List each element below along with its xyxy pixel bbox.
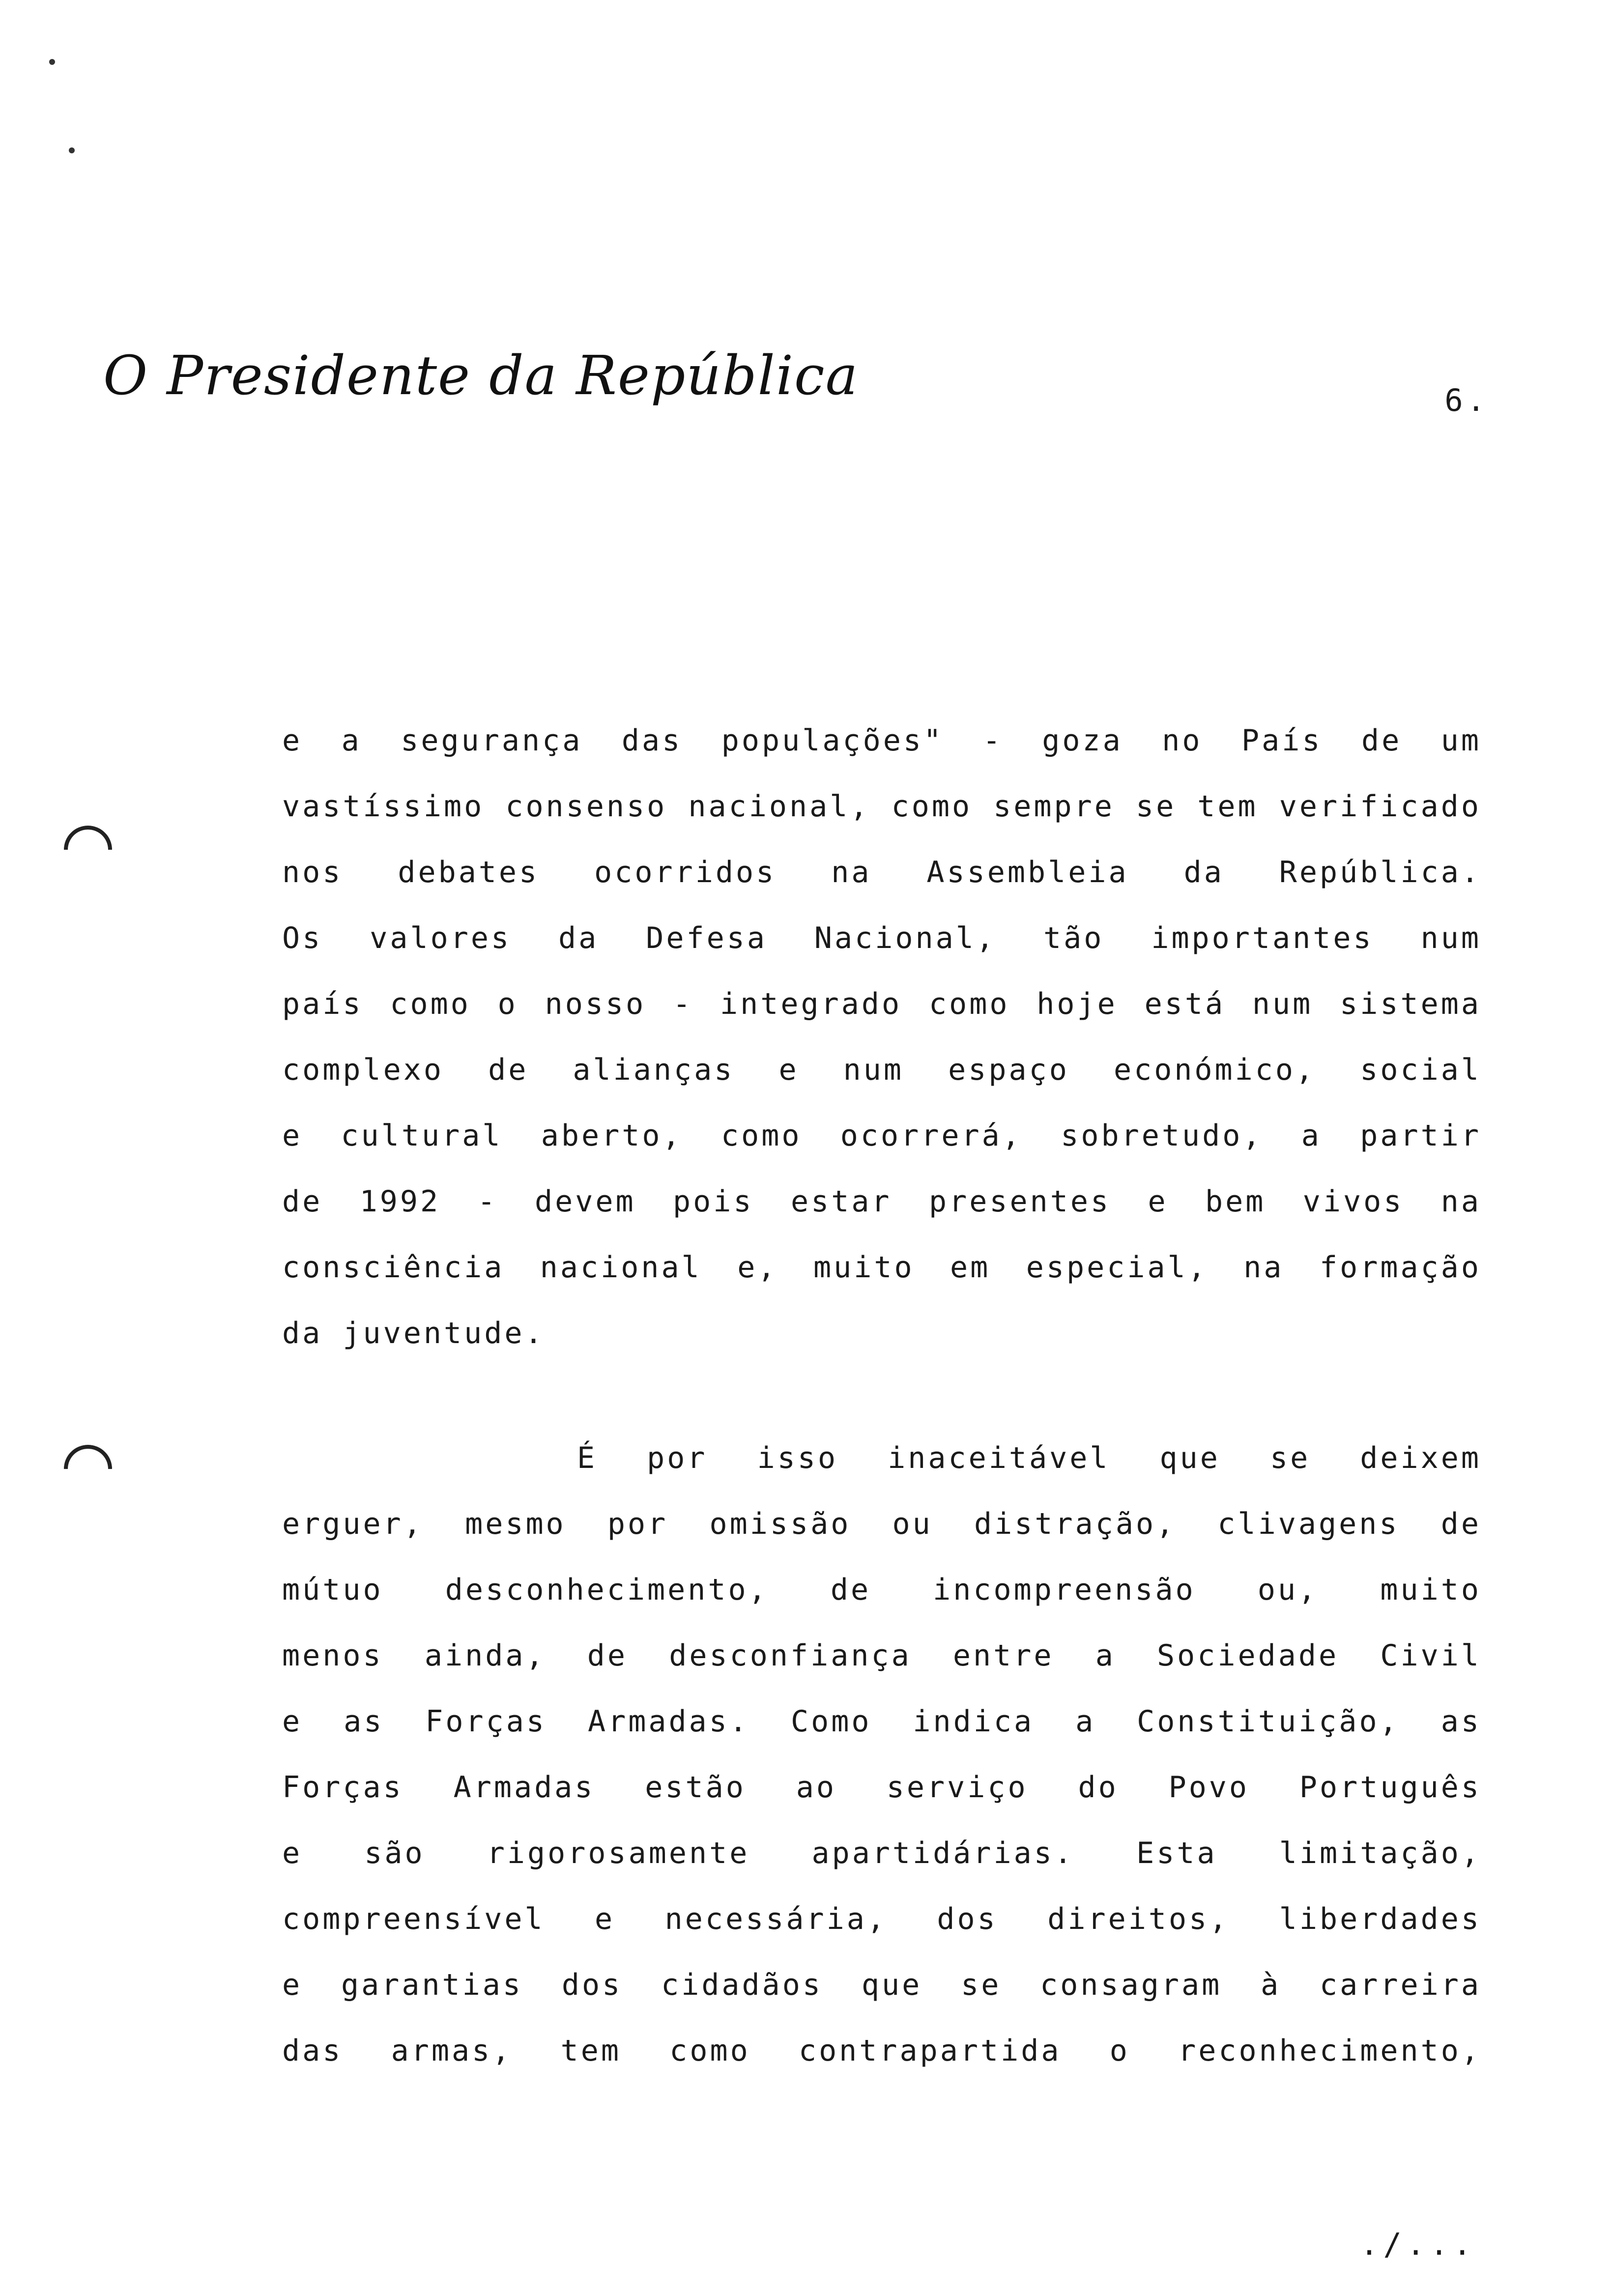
page-number: 6. — [1444, 382, 1489, 418]
text-line: e a segurança das populações" - goza no País de um — [282, 723, 1481, 758]
text-line: e cultural aberto, como ocorrerá, sobretudo, a partir — [282, 1119, 1481, 1153]
text-line: complexo de alianças e num espaço económico, social — [282, 1053, 1481, 1087]
punch-hole-mark — [54, 816, 122, 884]
text-line: Forças Armadas estão ao serviço do Povo Português — [282, 1770, 1481, 1805]
text-line: nos debates ocorridos na Assembleia da República. — [282, 855, 1481, 890]
page-header — [103, 344, 1489, 432]
paragraph-2 — [282, 1425, 1481, 2084]
text-line: menos ainda, de desconfiança entre a Sociedade Civil — [282, 1638, 1481, 1673]
letterhead: O Presidente da República — [103, 344, 859, 407]
text-line: de 1992 - devem pois estar presentes e bem vivos na — [282, 1184, 1481, 1219]
text-line: É por isso inaceitável que se deixem — [577, 1441, 1481, 1475]
paragraph-1 — [282, 708, 1481, 1366]
text-line: Os valores da Defesa Nacional, tão importantes num — [282, 921, 1481, 955]
scan-speck — [69, 147, 75, 153]
text-line: e garantias dos cidadãos que se consagram à carreira — [282, 1968, 1481, 2002]
text-line: mútuo desconhecimento, de incompreensão ou, muito — [282, 1573, 1481, 1607]
text-line: vastíssimo consenso nacional, como sempre se tem verificado — [282, 789, 1481, 824]
text-line: país como o nosso - integrado como hoje está num sistema — [282, 987, 1481, 1021]
continuation-mark: ./... — [1360, 2226, 1476, 2262]
text-line: das armas, tem como contrapartida o reconhecimento, — [282, 2034, 1481, 2068]
text-line: consciência nacional e, muito em especial, na formação — [282, 1250, 1481, 1285]
text-line: compreensível e necessária, dos direitos, liberdades — [282, 1902, 1481, 1936]
text-line: e as Forças Armadas. Como indica a Constituição, as — [282, 1704, 1481, 1739]
punch-hole-mark — [54, 1435, 122, 1503]
text-line: e são rigorosamente apartidárias. Esta limitação, — [282, 1836, 1481, 1870]
text-line: da juventude. — [282, 1316, 545, 1350]
text-line: erguer, mesmo por omissão ou distração, clivagens de — [282, 1507, 1481, 1541]
scan-speck — [49, 59, 55, 65]
